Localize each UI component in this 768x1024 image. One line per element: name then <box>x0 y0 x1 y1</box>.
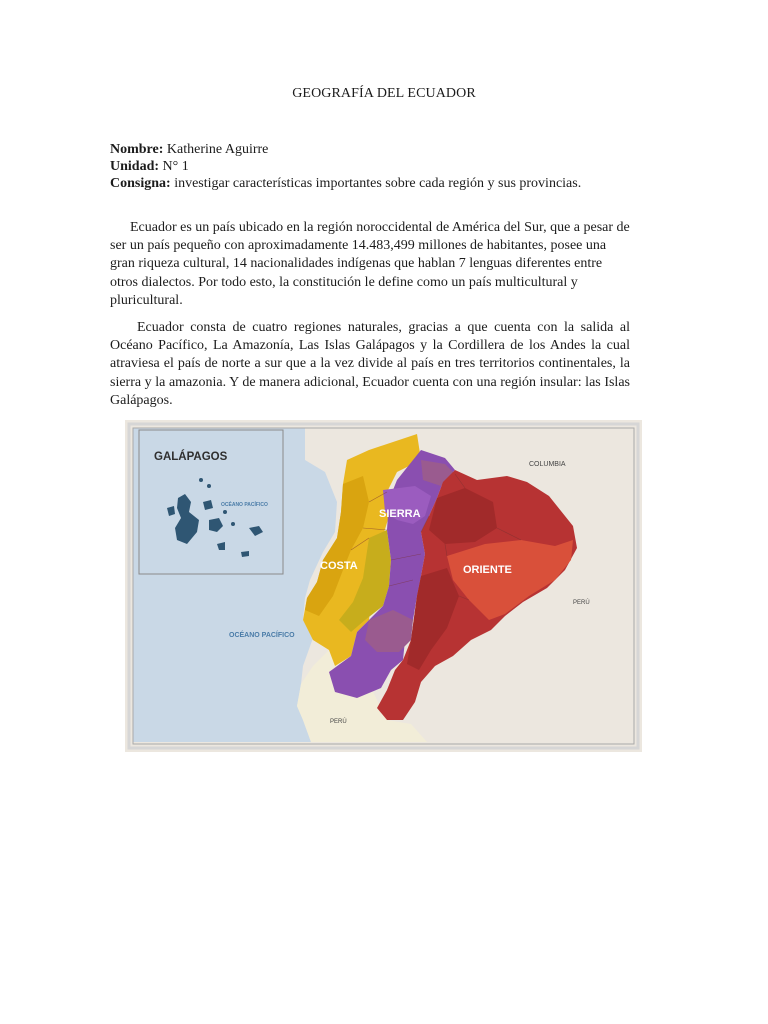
paragraph-1-text: Ecuador es un país ubicado en la región noroccidental de América del Sur, que a pesar de ser un país pequeño con aproximadamente 14.483,499 millones de habitantes, posee una gran riqueza cultural, 14 nacionalidades indígenas que hablan 7 lenguas diferentes entre otros dialectos. Por todo esto, la constitución le define como un país multicultural y pluricultural. <box>110 220 630 308</box>
consigna-line <box>110 175 581 192</box>
paragraph-2 <box>110 319 630 410</box>
galapagos-ocean-label: OCÉANO PACÍFICO <box>221 502 268 508</box>
costa-label: COSTA <box>320 560 358 572</box>
document-title: GEOGRAFÍA DEL ECUADOR <box>292 86 476 101</box>
galapagos-islet-baltra <box>223 510 227 514</box>
nombre-line <box>110 141 268 158</box>
ocean-label: OCÉANO PACÍFICO <box>229 632 295 639</box>
consigna-value: investigar características importantes sobre cada región y sus provincias. <box>170 176 582 191</box>
oriente-label: ORIENTE <box>463 564 512 576</box>
paragraph-2-text: Ecuador consta de cuatro regiones naturales, gracias a que cuenta con la salida al Océano Pacífico, La Amazonía, Las Islas Galápagos y la Cordillera de los Andes la cual atraviesa el país de norte a sur que a la vez divide al país en tres territorios continentales, la sierra y la amazonia. Y de manera adicional, Ecuador cuenta con una región insular: las Islas Galápagos. <box>110 320 630 408</box>
sierra-label: SIERRA <box>379 508 421 520</box>
galapagos-title: GALÁPAGOS <box>154 451 228 463</box>
colombia-label: COLUMBIA <box>529 461 566 468</box>
unidad-value: N° 1 <box>159 159 189 174</box>
galapagos-islet-marchena <box>207 484 211 488</box>
nombre-value: Katherine Aguirre <box>163 142 269 157</box>
nombre-label: Nombre: <box>110 142 164 157</box>
unidad-line <box>110 158 189 175</box>
consigna-label: Consigna: <box>110 176 171 191</box>
peru-south-label: PERÚ <box>330 719 347 725</box>
galapagos-islet-santa-fe <box>231 522 235 526</box>
paragraph-1 <box>110 219 630 310</box>
ecuador-regions-map <box>125 420 642 752</box>
peru-east-label: PERÚ <box>573 600 590 606</box>
unidad-label: Unidad: <box>110 159 160 174</box>
galapagos-island-espanola <box>241 551 249 557</box>
galapagos-islet-pinta <box>199 478 203 482</box>
map-svg <box>125 420 642 752</box>
